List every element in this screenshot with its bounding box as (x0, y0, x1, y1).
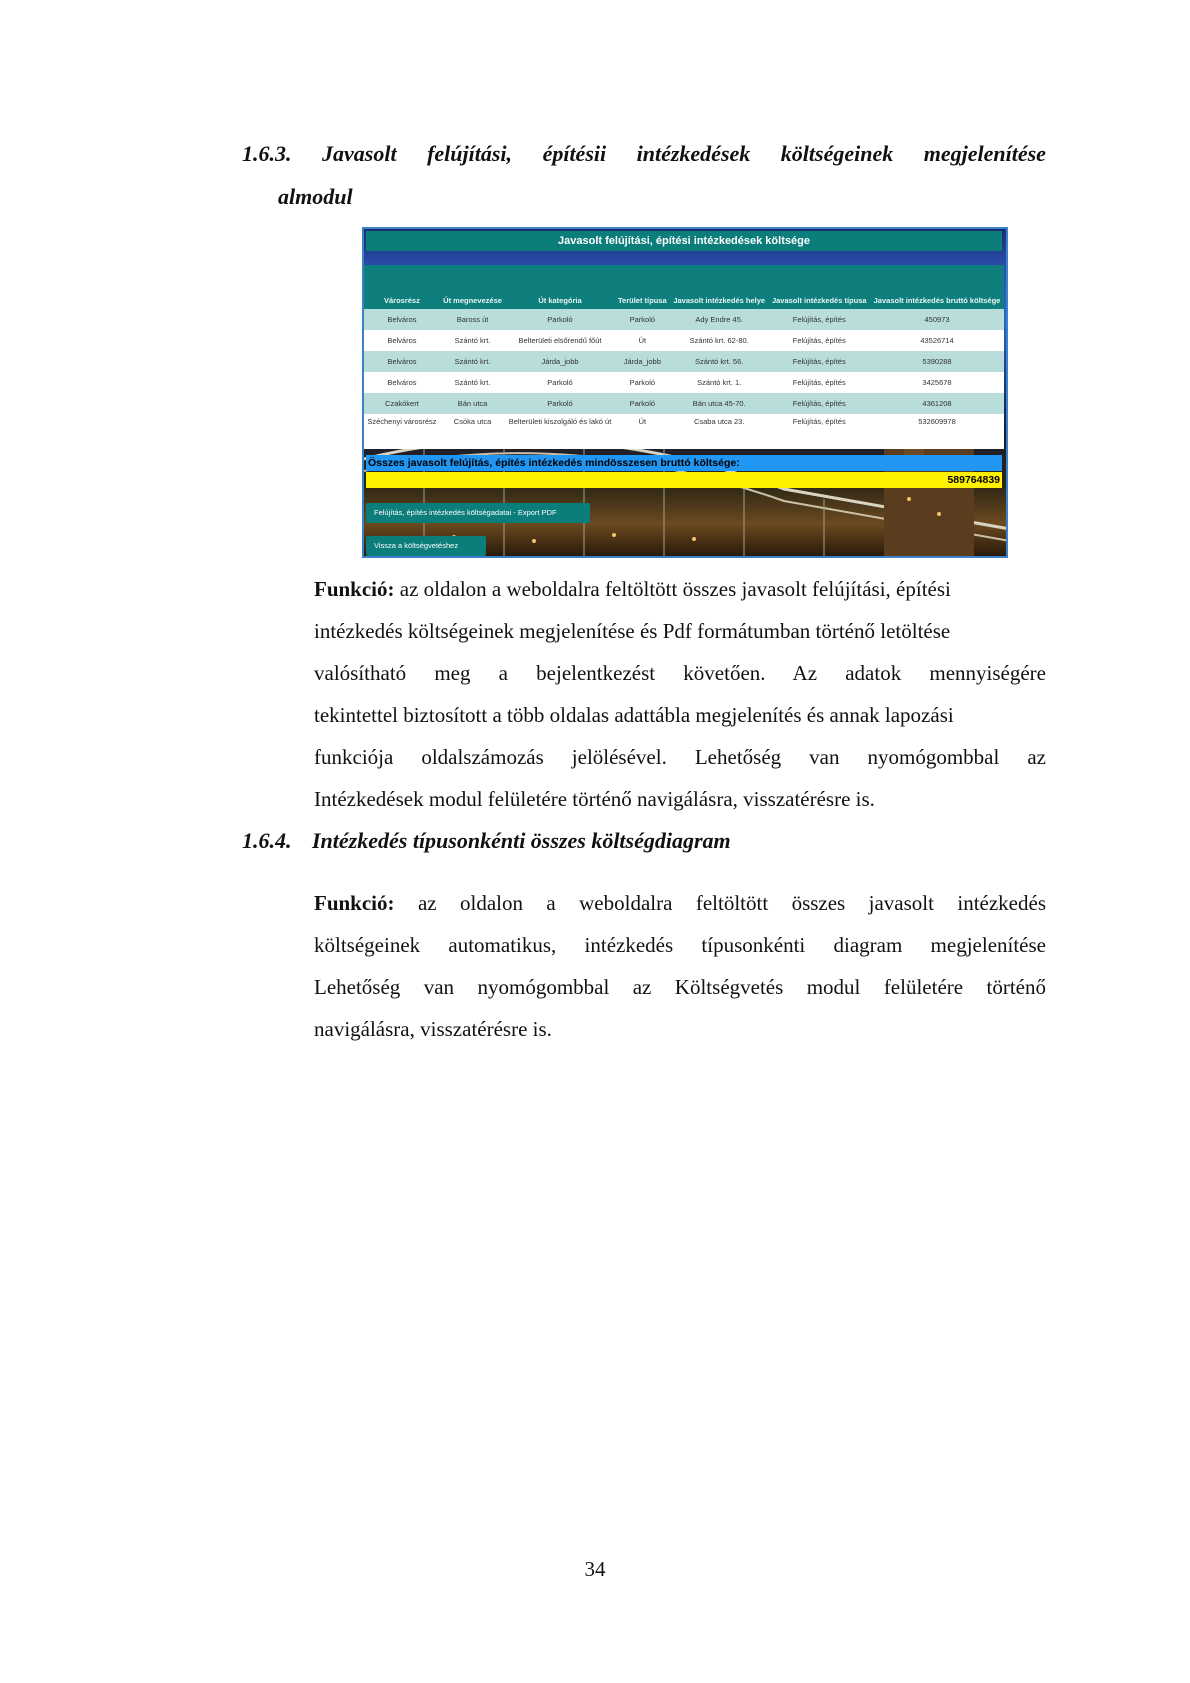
table-cell: 450973 (870, 309, 1004, 330)
table-cell: Felújítás, építés (768, 309, 870, 330)
table-cell: Parkoló (615, 309, 670, 330)
heading-word: építésii (542, 141, 607, 166)
column-header: Javasolt intézkedés helye (670, 265, 769, 309)
table-cell: Széchenyi városrész (364, 414, 440, 449)
table-cell: Belváros (364, 351, 440, 372)
table-cell: Szántó krt. 62-80. (670, 330, 769, 351)
table-cell: Baross út (440, 309, 505, 330)
table-cell: Parkoló (615, 393, 670, 414)
table-cell: Szántó krt. 56. (670, 351, 769, 372)
heading-number: 1.6.4. (242, 828, 292, 853)
table-cell: Parkoló (615, 372, 670, 393)
table-cell: Belváros (364, 372, 440, 393)
table-row (364, 372, 1004, 393)
export-pdf-button[interactable]: Felújítás, építés intézkedés költségadatai - Export PDF (366, 503, 590, 523)
table-cell: 43526714 (870, 330, 1004, 351)
paragraph-function-1-6-4 (314, 882, 1046, 1050)
paragraph-line: Lehetőség van nyomógombbal az Költségvetés modul felületére történő (314, 975, 1046, 999)
column-header: Javasolt intézkedés bruttó költsége (870, 265, 1004, 309)
table-cell: Csaba utca 23. (670, 414, 769, 449)
heading-word: felújítási, (427, 141, 513, 166)
table-cell: Felújítás, építés (768, 330, 870, 351)
section-heading-1-6-4 (242, 828, 731, 854)
table-cell: Szántó krt. 1. (670, 372, 769, 393)
table-cell: Ady Endre 45. (670, 309, 769, 330)
table-cell: Út (615, 414, 670, 449)
total-cost-value: 589764839 (366, 472, 1002, 488)
table-cell: Bán utca 45-70. (670, 393, 769, 414)
table-cell: Csóka utca (440, 414, 505, 449)
paragraph-line: navigálásra, visszatérésre is. (314, 1017, 552, 1041)
table-cell: Parkoló (505, 393, 615, 414)
paragraph-line: funkciója oldalszámozás jelölésével. Lehetőség van nyomógombbal az (314, 745, 1046, 769)
table-cell: Belterületi kiszolgáló és lakó út (505, 414, 615, 449)
table-cell: Parkoló (505, 309, 615, 330)
table-cell: Felújítás, építés (768, 393, 870, 414)
table-cell: Belterületi elsőrendű főút (505, 330, 615, 351)
heading-line-2: almodul (278, 184, 353, 209)
column-header: Városrész (364, 265, 440, 309)
paragraph-line: költségeinek automatikus, intézkedés típusonkénti diagram megjelenítése (314, 933, 1046, 957)
table-cell: Járda_jobb (615, 351, 670, 372)
table-cell: Czakókert (364, 393, 440, 414)
function-label: Funkció: (314, 577, 395, 601)
table-cell: 3425678 (870, 372, 1004, 393)
page-number: 34 (584, 1557, 606, 1581)
table-cell: Belváros (364, 330, 440, 351)
embedded-screenshot (362, 227, 1008, 558)
table-cell: Belváros (364, 309, 440, 330)
paragraph-line: az oldalon a weboldalra feltöltött összes javasolt intézkedés (417, 891, 1046, 915)
column-header: Terület típusa (615, 265, 670, 309)
heading-text: Intézkedés típusonkénti összes költségdiagram (312, 828, 731, 853)
table-cell: Felújítás, építés (768, 351, 870, 372)
table-row (364, 351, 1004, 372)
heading-number: 1.6.3. (242, 141, 292, 166)
column-header: Út megnevezése (440, 265, 505, 309)
column-header: Javasolt intézkedés típusa (768, 265, 870, 309)
table-cell: Szántó krt. (440, 351, 505, 372)
table-cell: Parkoló (505, 372, 615, 393)
table-cell: 5390288 (870, 351, 1004, 372)
paragraph-line: valósítható meg a bejelentkezést követően. Az adatok mennyiségére (314, 661, 1046, 685)
table-cell: 532609978 (870, 414, 1004, 449)
table-cell: Út (615, 330, 670, 351)
column-header: Út kategória (505, 265, 615, 309)
section-heading-1-6-3 (242, 141, 1046, 210)
table-cell: Felújítás, építés (768, 372, 870, 393)
paragraph-line: az oldalon a weboldalra feltöltött összes javasolt felújítási, építési (399, 577, 951, 601)
table-row (364, 393, 1004, 414)
table-cell: Felújítás, építés (768, 414, 870, 449)
table-cell: Bán utca (440, 393, 505, 414)
function-label: Funkció: (314, 891, 395, 915)
table-row (364, 330, 1004, 351)
cost-table (364, 265, 1004, 449)
paragraph-line: Intézkedések modul felületére történő navigálásra, visszatérésre is. (314, 787, 875, 811)
table-cell: Szántó krt. (440, 372, 505, 393)
heading-word: intézkedések (636, 141, 751, 166)
heading-word: megjelenítése (923, 141, 1046, 166)
paragraph-line: intézkedés költségeinek megjelenítése és Pdf formátumban történő letöltése (314, 619, 951, 643)
total-cost-label: Összes javasolt felújítás, építés intézkedés mindösszesen bruttó költsége: (366, 455, 1002, 471)
screenshot-title: Javasolt felújítási, építési intézkedések költsége (366, 231, 1002, 251)
table-row (364, 309, 1004, 330)
table-cell: Járda_jobb (505, 351, 615, 372)
heading-word: költségeinek (780, 141, 894, 166)
back-to-budget-button[interactable]: Vissza a költségvetéshez (366, 536, 486, 556)
table-cell: Szántó krt. (440, 330, 505, 351)
heading-word: Javasolt (322, 141, 397, 166)
paragraph-line: tekintettel biztosított a több oldalas adattábla megjelenítés és annak lapozási (314, 703, 954, 727)
paragraph-function-1-6-3 (314, 568, 1046, 820)
table-cell: 4361208 (870, 393, 1004, 414)
table-row (364, 414, 1004, 449)
